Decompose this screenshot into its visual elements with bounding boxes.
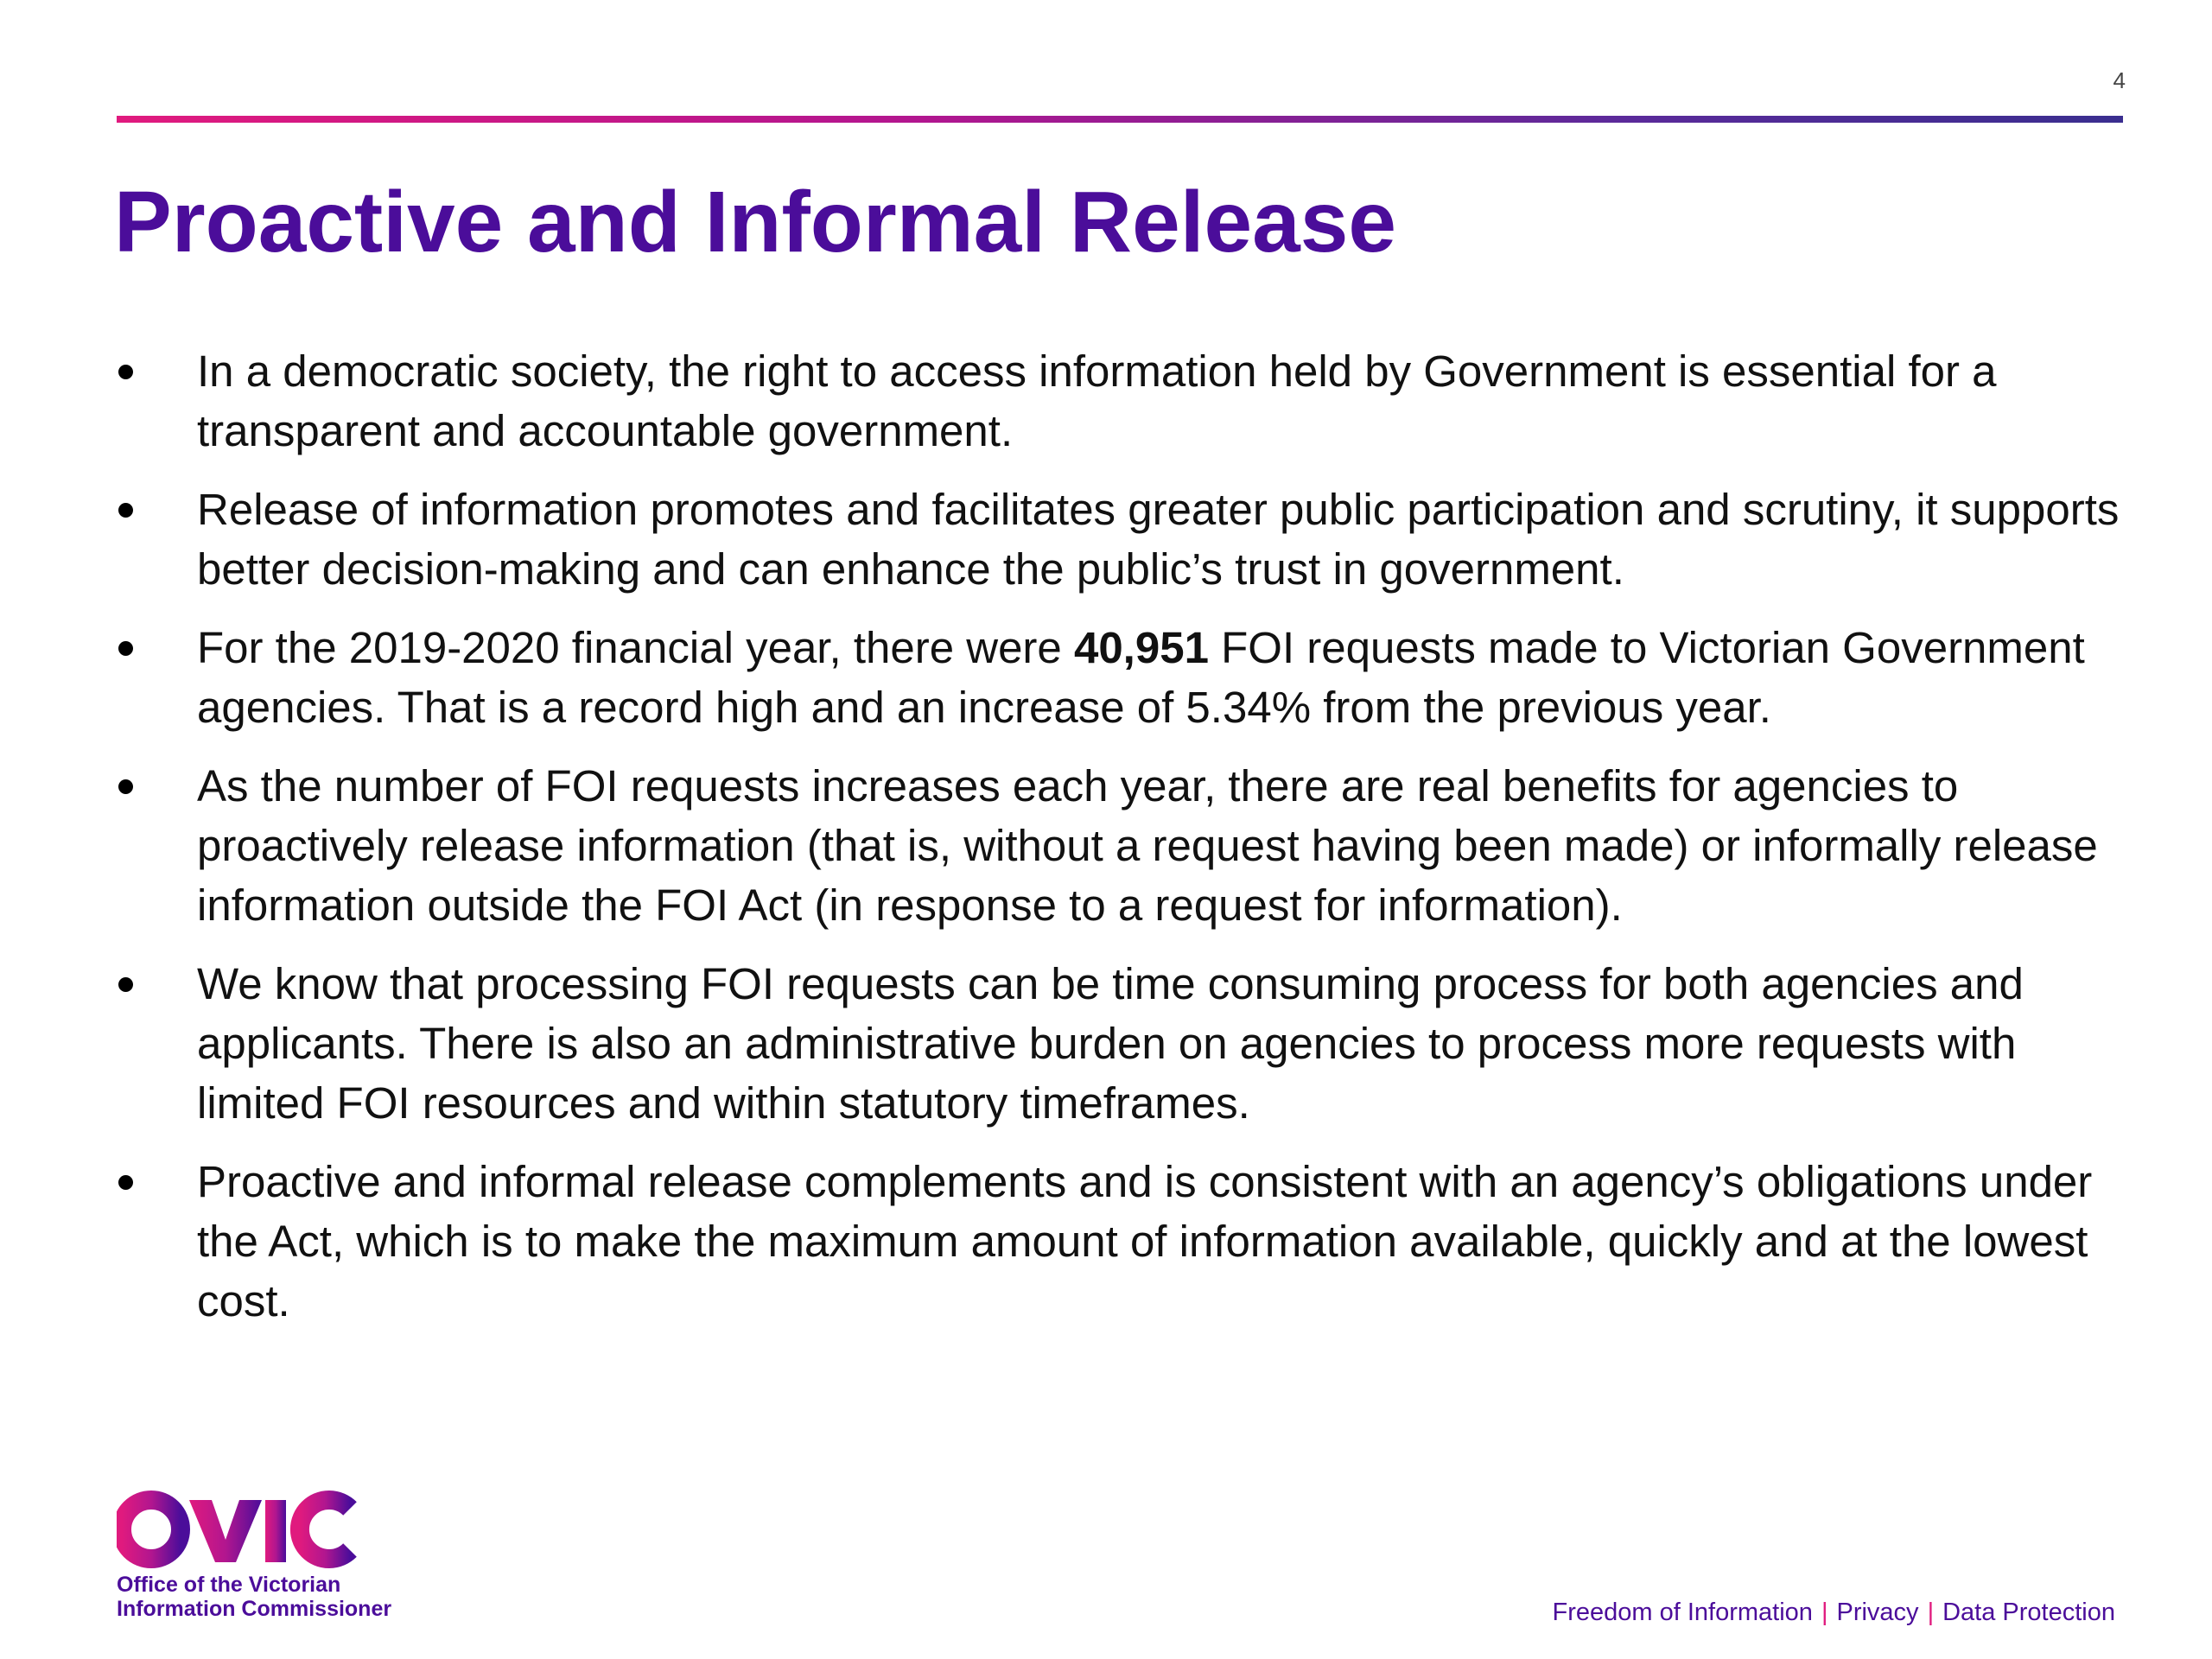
footer-link-data-protection[interactable]: Data Protection bbox=[1942, 1599, 2115, 1626]
list-item bbox=[117, 341, 2130, 461]
bullet-icon bbox=[118, 503, 133, 518]
list-item bbox=[117, 480, 2130, 599]
ovic-wordmark-icon bbox=[117, 1486, 359, 1573]
bullet-text: Proactive and informal release complements and is consistent with an agency’s obligations under the Act, which is to make the maximum amount of information available, quickly and at the lowest cost. bbox=[197, 1157, 2093, 1325]
list-item bbox=[117, 618, 2130, 737]
bullet-icon bbox=[118, 779, 133, 794]
bullet-icon bbox=[118, 977, 133, 992]
bullet-text bbox=[197, 623, 2085, 732]
footer-link-privacy[interactable]: Privacy bbox=[1836, 1599, 1919, 1626]
list-item bbox=[117, 954, 2130, 1133]
bullet-text: In a democratic society, the right to access information held by Government is essential for a transparent and accountable government. bbox=[197, 346, 1997, 455]
footer-links bbox=[1553, 1599, 2115, 1627]
ovic-wordmark-text: OVIC bbox=[117, 1486, 119, 1487]
bullet-icon bbox=[118, 641, 133, 656]
footer-link-foi[interactable]: Freedom of Information bbox=[1552, 1599, 1813, 1626]
bullet-text-before: For the 2019-2020 financial year, there were bbox=[197, 623, 1074, 672]
list-item bbox=[117, 756, 2130, 935]
foi-request-count: 40,951 bbox=[1073, 623, 1209, 672]
header-divider bbox=[117, 116, 2123, 123]
bullet-text-after: FOI requests made to Victorian Government agencies. That is a record high and an increase of 5.34% from the previous year. bbox=[197, 623, 2085, 732]
bullet-icon bbox=[118, 365, 133, 379]
bullet-icon bbox=[118, 1175, 133, 1190]
ovic-logo bbox=[117, 1486, 428, 1621]
footer-separator: | bbox=[1927, 1599, 1935, 1626]
bullet-list bbox=[117, 341, 2130, 1350]
list-item bbox=[117, 1152, 2130, 1331]
footer-separator: | bbox=[1821, 1599, 1828, 1626]
logo-line-2: Information Commissioner bbox=[117, 1597, 392, 1621]
page-number: 4 bbox=[2113, 67, 2126, 93]
bullet-text: As the number of FOI requests increases each year, there are real benefits for agencies to proactively release information (that is, without a request having been made) or informally release information outside the FOI Act (in response to a request for information). bbox=[197, 761, 2098, 930]
page-title: Proactive and Informal Release bbox=[114, 174, 1396, 270]
bullet-text: Release of information promotes and facilitates greater public participation and scrutiny, it supports better decision-making and can enhance the public’s trust in government. bbox=[197, 485, 2120, 594]
bullet-text: We know that processing FOI requests can be time consuming process for both agencies and applicants. There is also an administrative burden on agencies to process more requests with limited FOI resources and within statutory timeframes. bbox=[197, 959, 2024, 1128]
logo-line-1: Office of the Victorian bbox=[117, 1573, 341, 1597]
